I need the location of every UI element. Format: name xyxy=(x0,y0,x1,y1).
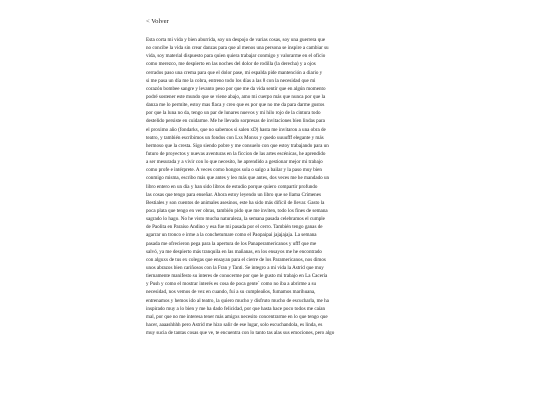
article-line: danza me lo permite, estoy mas flaca y creo que es por que no me da para darme gustos xyxy=(146,102,325,109)
article-line: de Paolita en Paraíso Andino y esa fue mi pasada por el cerro. También tengo ganas de xyxy=(146,224,323,231)
article-line: poca plata que tengo en ver obras, también pido que me inviten, todo los fines de semana xyxy=(146,207,328,214)
article-line: entrenamos y hemos ido al teatro, la quiero mucho y disfruto mucho de escucharla, me ha xyxy=(146,297,329,304)
article-line: inspirado muy a lo bien y me ha dado felicidad, por que hasta hace poco todos me caían xyxy=(146,305,326,312)
article-line: como profe e intérprete. A veces como hongos sola o salgo a bailar y la paso muy bien xyxy=(146,167,322,174)
article-line: mal, por que no me interesa tener más amigxs necesito concentrarme en lo que tengo que xyxy=(146,313,328,320)
article-line: corazón bombee sangre y levanto peso por que me da vida sentir que en algún momento xyxy=(146,85,326,92)
article-line: el proximo año (fondarks, que no sabemos si salen xD) hasta me invitaron a una obra de xyxy=(146,126,326,133)
article-line: cerrados paso una crema para que el dolor pase, mi espalda pide mantención a diario y xyxy=(146,69,323,76)
article-line: hermoso que la cresta. Sigo siendo pobre y me consuelo con que estoy trabajando para un xyxy=(146,142,329,149)
article-line: como merezco, me despierto en las noches del dolor de rodilla (la derecha) y a ojos xyxy=(146,61,316,68)
article-line: libro entero en un día y han sido libros de estudio porque quiero compartir profundo xyxy=(146,183,318,190)
article-line: salvó, ya me despierto más tranquila en las mañanas, en los ensayos me he encontrado xyxy=(146,248,322,255)
back-link[interactable]: < Volver xyxy=(146,18,169,25)
article-line: tiernamente manifesto su interes de conocerme por que le gusto mi trabajo en La Cacería xyxy=(146,273,328,280)
article-line: sagrado lo hago. No he visto mucha naturaleza, la semana pasada celebramos el cumple xyxy=(146,216,325,223)
article-line: unos abrazos bien cariñosos con la Fran y Tanti. Se integro a mi vida la Astrid que muy xyxy=(146,264,324,271)
article-line: muy sucia de tantas cosas que ve, te encuentra con lo tanto tas alas sus emociones, pero algo xyxy=(146,330,335,337)
article-body xyxy=(146,36,396,337)
article-line: vida, soy material dispuesto para quien quiera trabajar conmigo y valorarme en el oficio xyxy=(146,53,326,60)
article-line: pasada me ofrecieron pega para la apertura de los Panaperamericanos y ufff que me xyxy=(146,240,317,247)
article-line: a ser mesurada y a vivir con lo que necesito, he aprendido a gestionar mejor mi trabajo xyxy=(146,159,323,166)
article-line: no concibe la vida sin crear danzas para que al menos una persona se inspire a cambiar su xyxy=(146,45,329,52)
article-line: las cosas que tengo para enseñar. Ahora estoy leyendo un libro que se llama Crímenes xyxy=(146,191,321,198)
article-line: destelido persiste en cuidarme. Me he llevado sorpresas de invitaciones bien lindas para xyxy=(146,118,325,125)
article-line: agarrar un tronco e irme a la conchetumare como el Paopaipai jajajajaja. La semana xyxy=(146,232,317,239)
article-line: con alguxs de tus ex colegas que ensayan para el cierre de los Paramericanos, nos dimos xyxy=(146,256,326,263)
article-line: podré sostener este mundo que se viene abajo, amo mi cuerpo más que nunca por que la xyxy=(146,93,326,100)
article-line: conmigo misma, escribo más que antes y leo más que antes, dos veces me he mandado un xyxy=(146,175,330,182)
article-line: por que la luna no da, tengo un par de lunares nuevos y mi hilo rojo de la cintura todo xyxy=(146,110,321,117)
article-line: Bestiales y son cuentos de animales asesinos, este ha sido más difícil de llevar. Gasto la xyxy=(146,199,325,206)
article-line: futuro de proyectos y nuevas aventuras en la ficcion de las artes escénicas, he aprendido xyxy=(146,150,326,157)
article-line: y Push y como el mostrar interés es cosa de poca gente` como no iba a abrirme a su xyxy=(146,281,317,288)
article-line: Esta corta mi vida y bien aburrida, soy un despojo de varias cosas, soy una guerrera que xyxy=(146,37,326,43)
article-line: teatro, y también escribimos un fondos con Lxs Monxs y quedo uuuufff elegante y más xyxy=(146,134,324,141)
article-line: si me pasa un día me la cobra, entreno todo los días a las 8 con la necesidad que mi xyxy=(146,77,316,84)
article-line: necesidad, nos vemos de vez en cuando, fui a su cumpleaños, fumamos marihuana, xyxy=(146,289,316,296)
article-line: hacer, aaaashhhh pero Astrid me hizo salir de ese lugar, solo escuchandola, es linda, es xyxy=(146,321,323,328)
